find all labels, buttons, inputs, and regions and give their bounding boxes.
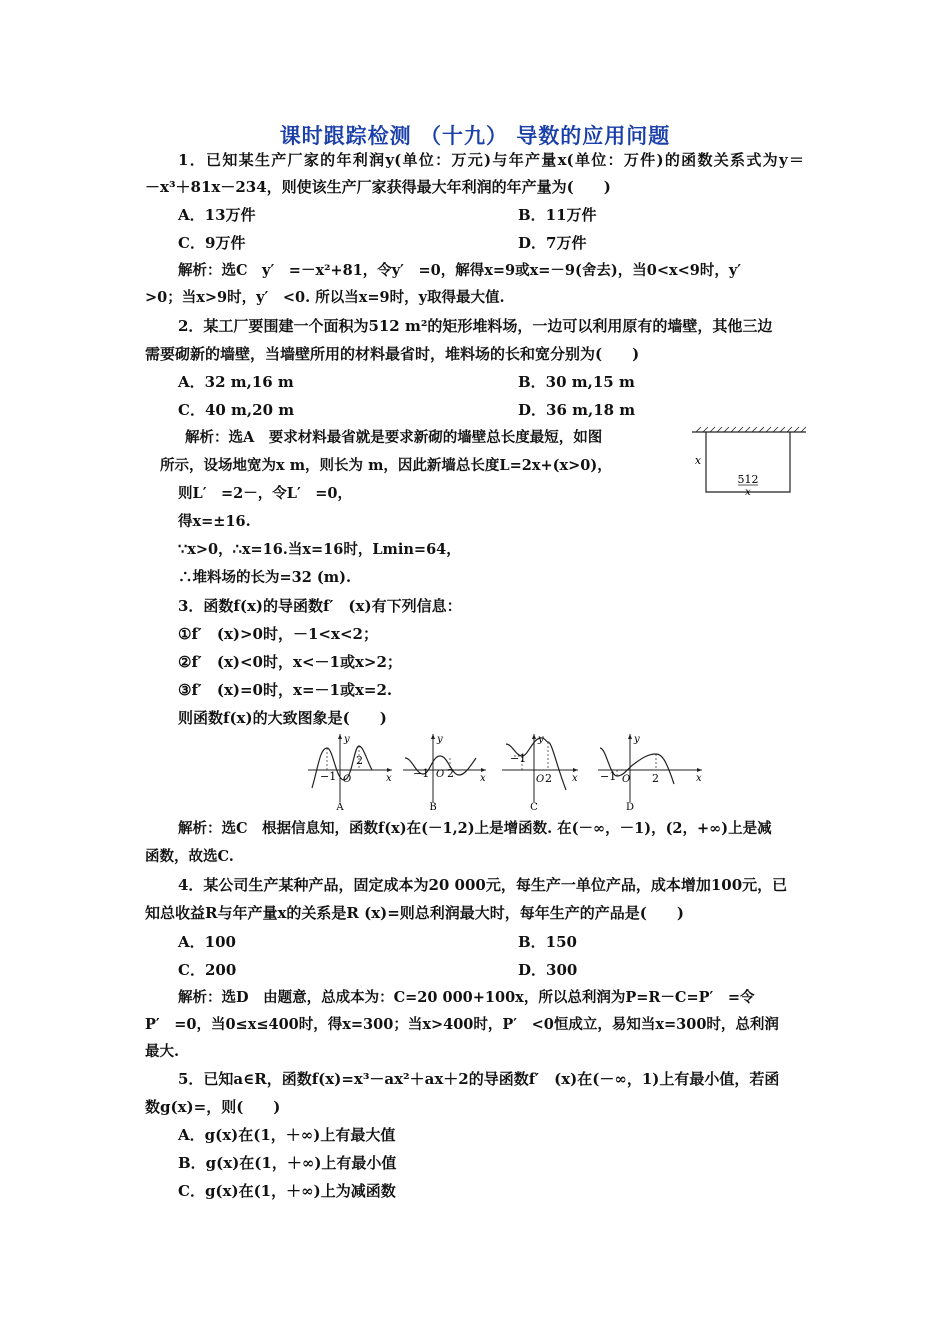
graph-b-y-label: y (437, 734, 443, 745)
width-label: x (694, 454, 702, 467)
q2-analysis-line3: 则L′ =2－，令L′ =0， (178, 485, 353, 502)
graph-d-neg-tick: −1 (600, 770, 617, 783)
q2-analysis-line4: 得x=±16. (178, 513, 251, 530)
wall-hatching (696, 427, 806, 432)
graph-c (502, 734, 578, 813)
q5-option-a: A．g(x)在(1，＋∞)上有最大值 (178, 1126, 396, 1144)
q3-info-1: ①f′ (x)>0时，－1<x<2； (178, 625, 378, 643)
q2-option-b: B．30 m,15 m (518, 373, 635, 391)
q2-analysis-line6: ∴堆料场的长为=32 (m). (178, 569, 351, 586)
q2-option-d: D．36 m,18 m (518, 401, 636, 419)
q4-stem-line2: 知总收益R与年产量x的关系是R (x)=则总利润最大时，每年生产的产品是( ) (145, 904, 684, 922)
q4-analysis-line1: 解析：选D 由题意，总成本为：C=20 000+100x，所以总利润为P=R－C=P′ =令 (178, 989, 755, 1006)
page-title: 课时跟踪检测 （十九） 导数的应用问题 (279, 124, 671, 148)
graph-a-x-label: x (386, 773, 392, 784)
q4-option-b: B．150 (518, 933, 577, 951)
graph-a-label: A (336, 802, 344, 813)
q3-stem-line2: 则函数f(x)的大致图象是( ) (178, 709, 387, 727)
graph-c-x-label: x (572, 773, 578, 784)
q5-stem-line1: 5．已知a∈R，函数f(x)=x³－ax²＋ax＋2的导函数f′ (x)在(－∞，1)上有最小值，若函 (178, 1070, 780, 1088)
q3-analysis-line2: 函数，故选C. (145, 848, 234, 865)
graph-b-neg-tick: −1 (413, 767, 430, 780)
q2-option-c: C．40 m,20 m (178, 401, 295, 419)
graph-b (403, 734, 486, 813)
graph-a-neg-tick: −1 (320, 770, 337, 783)
q1-option-c: C．9万件 (178, 234, 246, 252)
graph-d-pos-tick: 2 (652, 772, 659, 785)
q4-option-a: A．100 (178, 933, 236, 951)
q2-analysis-line2: 所示，设场地宽为x m，则长为 m，因此新墙总长度L=2x+(x>0)， (160, 457, 612, 474)
q1-option-b: B．11万件 (518, 206, 597, 224)
q3-graph-options (300, 728, 720, 814)
graph-a-y-label: y (344, 734, 350, 745)
graph-b-x-label: x (480, 773, 486, 784)
graph-c-y-label: y (538, 734, 544, 745)
q4-analysis-line2: P′ =0，当0≤x≤400时，得x=300；当x>400时，P′ <0恒成立，易知当x=300时，总利润 (145, 1016, 779, 1033)
q4-option-d: D．300 (518, 961, 578, 979)
q1-option-a: A．13万件 (178, 206, 256, 224)
graph-d-label: D (625, 802, 635, 813)
q3-analysis-line1: 解析：选C 根据信息知，函数f(x)在(－1,2)上是增函数. 在(－∞，－1)，(2，+∞)上是减 (178, 820, 772, 837)
q2-rectangle-figure (688, 424, 810, 500)
graph-b-label: B (429, 802, 437, 813)
graph-b-origin: O (436, 769, 445, 780)
q1-stem-line1: 1．已知某生产厂家的年利润y(单位：万元)与年产量x(单位：万件)的函数关系式为y＝ (178, 151, 804, 169)
graph-a-origin: O (343, 774, 352, 785)
graph-a-pos-tick: 2 (356, 754, 363, 767)
graph-c-label: C (530, 802, 538, 813)
q5-option-c: C．g(x)在(1，＋∞)上为减函数 (178, 1182, 396, 1200)
graph-c-pos-tick: 2 (545, 772, 552, 785)
q4-analysis-line3: 最大. (145, 1043, 180, 1060)
q3-info-3: ③f′ (x)=0时，x=－1或x=2. (178, 681, 393, 699)
graph-c-neg-tick: −1 (510, 752, 527, 765)
q2-stem-line2: 需要砌新的墙壁，当墙壁所用的材料最省时，堆料场的长和宽分别为( ) (145, 345, 640, 363)
graph-d (598, 734, 702, 813)
denominator-label: x (745, 487, 751, 498)
q2-option-a: A．32 m,16 m (178, 373, 294, 391)
q1-option-d: D．7万件 (518, 234, 587, 252)
q2-stem-line1: 2．某工厂要围建一个面积为512 m²的矩形堆料场，一边可以利用原有的墙壁，其他三边 (178, 317, 773, 335)
q4-stem-line1: 4．某公司生产某种产品，固定成本为20 000元，每生产一单位产品，成本增加100元，已 (178, 876, 788, 894)
graph-d-x-label: x (696, 773, 702, 784)
graph-b-pos-tick: 2 (447, 767, 454, 780)
graph-d-origin: O (622, 774, 631, 785)
q4-option-c: C．200 (178, 961, 237, 979)
q1-stem-line2: －x³＋81x－234，则使该生产厂家获得最大年利润的年产量为( ) (145, 178, 611, 196)
q3-stem-line1: 3．函数f(x)的导函数f′ (x)有下列信息： (178, 597, 462, 615)
area-label: 512 (737, 473, 759, 486)
graph-d-y-label: y (634, 734, 640, 745)
q1-analysis-line1: 解析：选C y′ =－x²+81，令y′ =0，解得x=9或x=－9(舍去)，当0<x<9时，y′ (178, 262, 742, 279)
q3-info-2: ②f′ (x)<0时，x<－1或x>2； (178, 653, 402, 671)
q5-stem-line2: 数g(x)=，则( ) (145, 1098, 281, 1116)
q2-analysis-line1: 解析：选A 要求材料最省就是要求新砌的墙壁总长度最短，如图 (185, 429, 603, 446)
q2-analysis-line5: ∵x>0，∴x=16.当x=16时，Lmin=64， (178, 541, 461, 558)
q1-analysis-line2: >0；当x>9时，y′ <0. 所以当x=9时，y取得最大值. (145, 289, 505, 306)
q5-option-b: B．g(x)在(1，＋∞)上有最小值 (178, 1154, 397, 1172)
graph-c-origin: O (536, 774, 545, 785)
graph-a (308, 734, 392, 813)
